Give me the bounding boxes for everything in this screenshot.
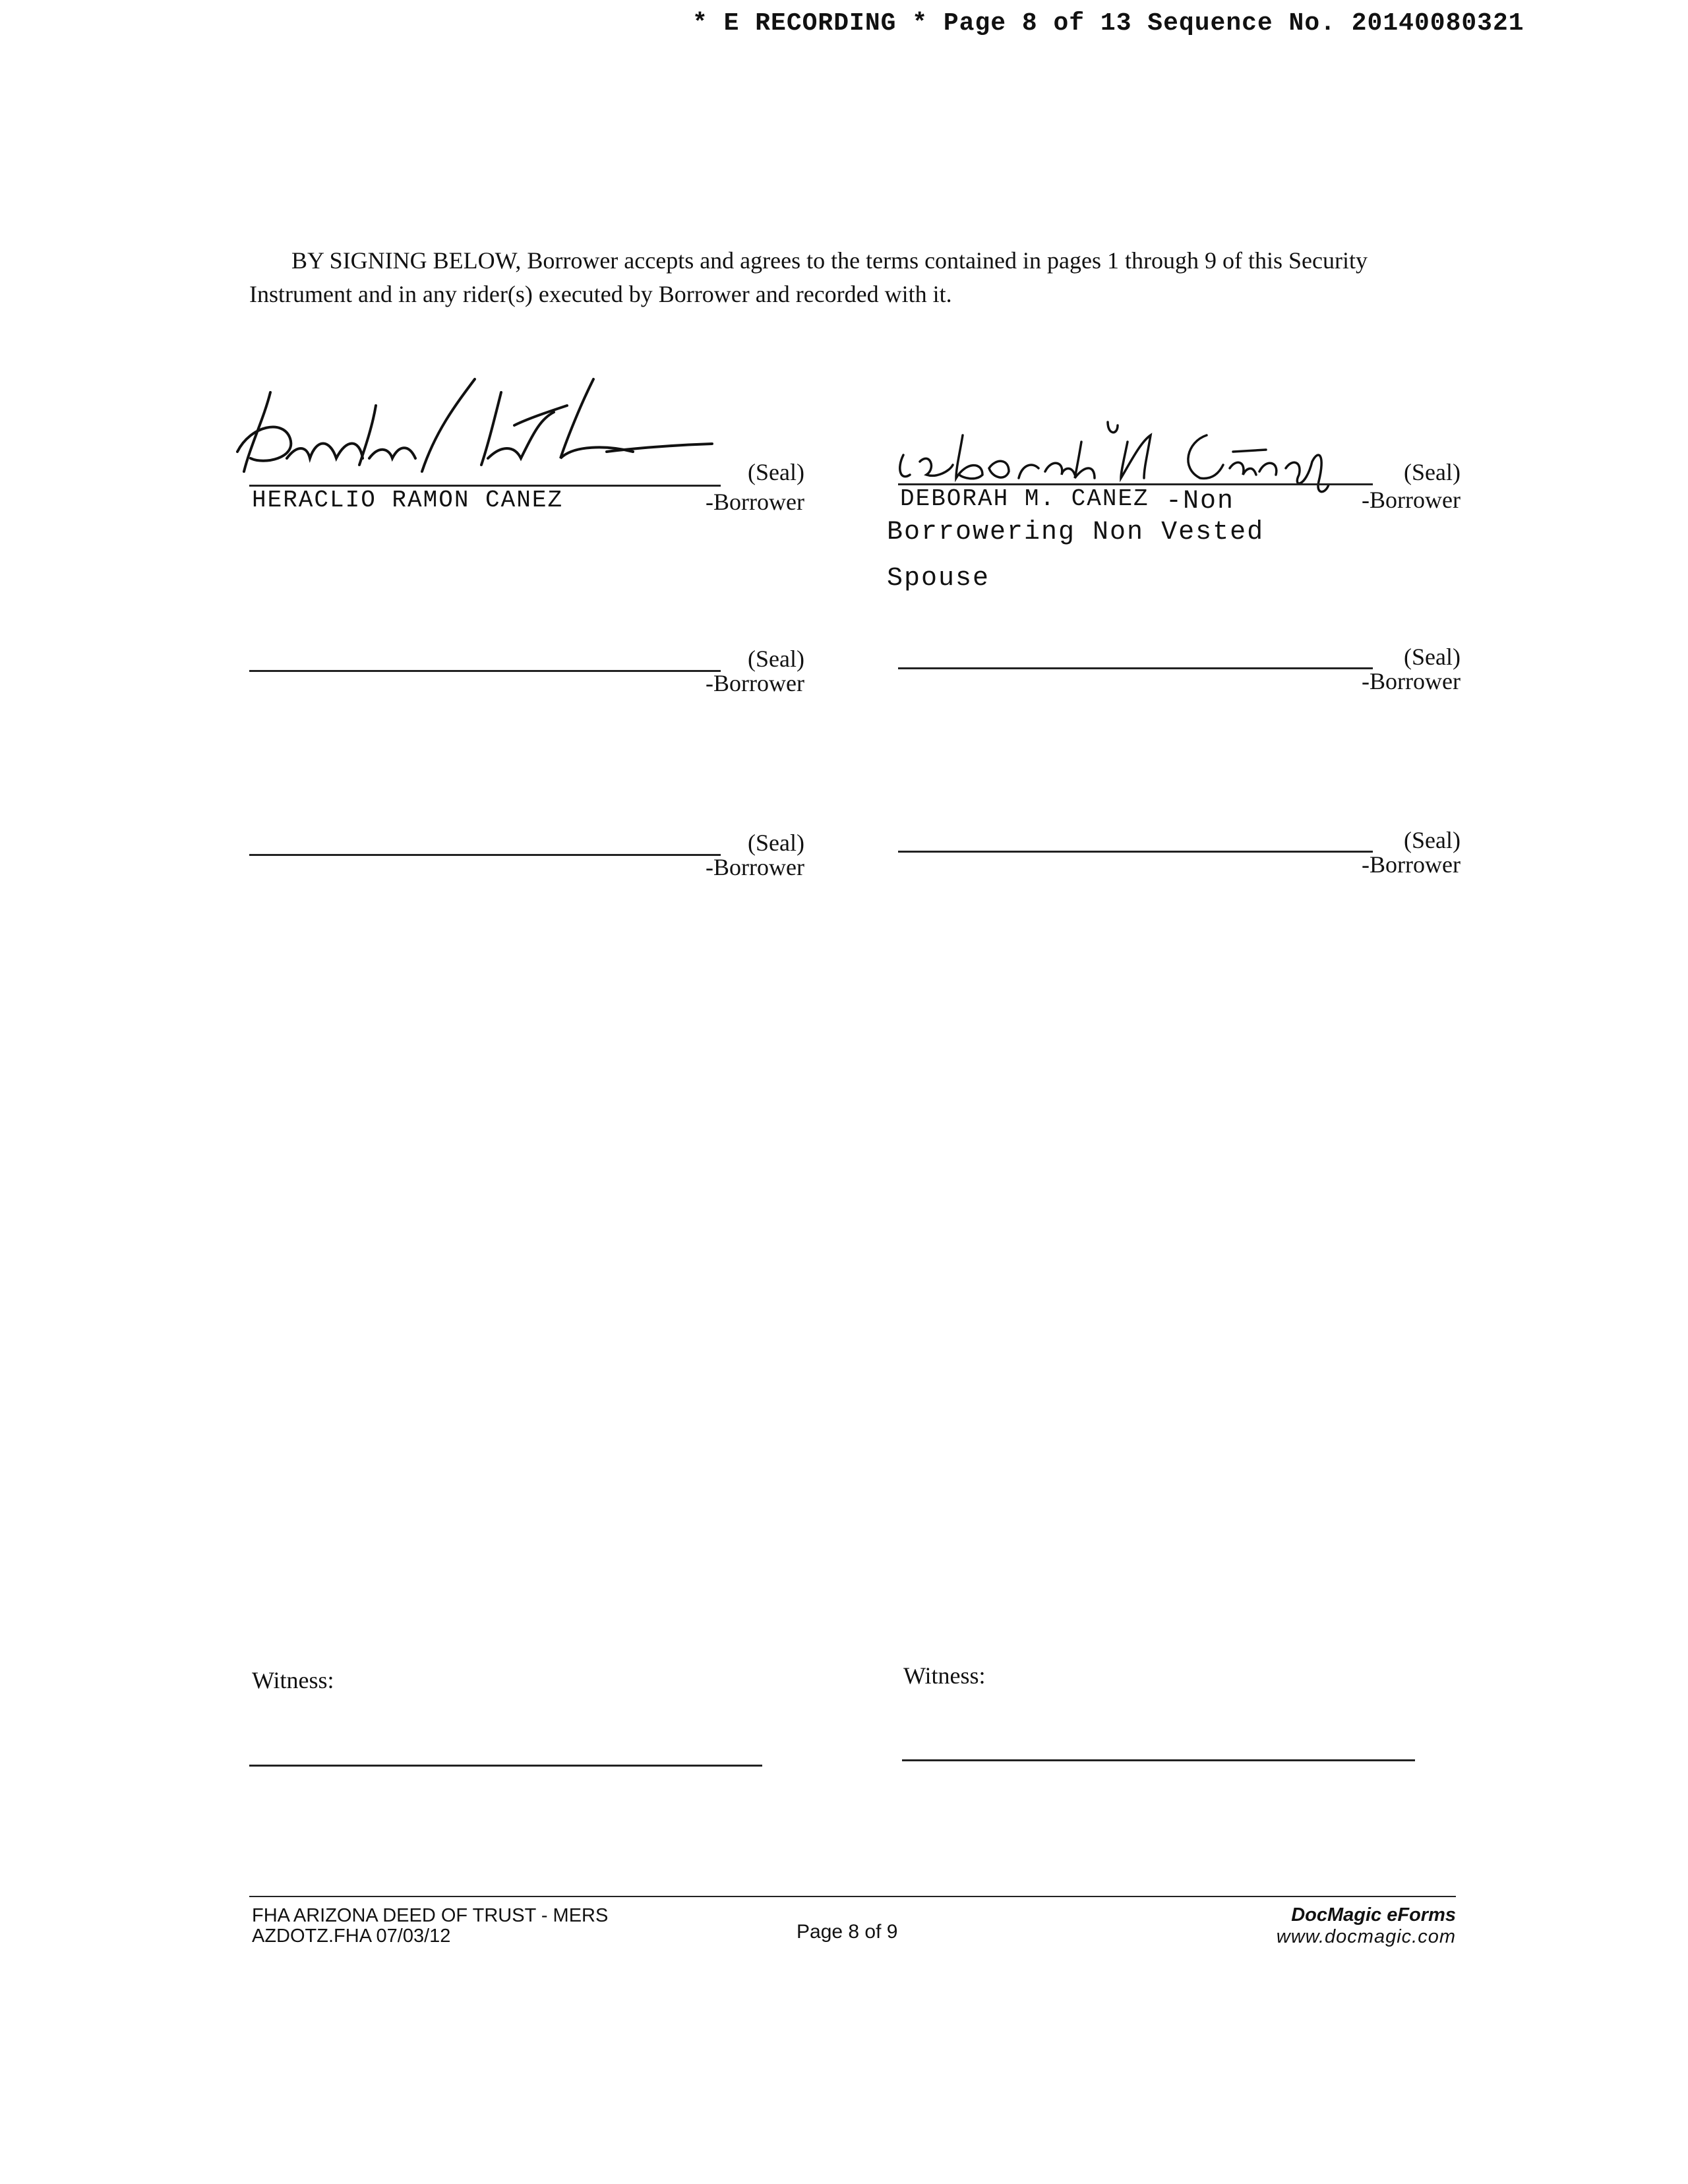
- signature-line-2b: [898, 667, 1373, 669]
- seal-label-2a: (Seal): [748, 646, 804, 672]
- seal-label-1a: (Seal): [748, 459, 804, 485]
- seal-label-1b: (Seal): [1404, 459, 1461, 485]
- witness-line-right: [902, 1759, 1415, 1761]
- signer-name-deborah: DEBORAH M. CANEZ: [900, 485, 1149, 512]
- signer-status-non: -Non: [1166, 487, 1235, 516]
- seal-label-3a: (Seal): [748, 830, 804, 856]
- seal-label-2b: (Seal): [1404, 644, 1461, 670]
- witness-line-left: [249, 1765, 762, 1767]
- signing-statement: BY SIGNING BELOW, Borrower accepts and agrees to the terms contained in pages 1 through 9 of this Security Instrument and in any rider(s) executed by Borrower and recorded with it.: [249, 247, 1368, 307]
- role-label-3b: -Borrower: [1362, 851, 1461, 878]
- signature-line-2a: [249, 670, 721, 672]
- page-number: Page 8 of 9: [797, 1921, 898, 1943]
- footer-rule: [249, 1896, 1456, 1897]
- role-label-1a: -Borrower: [706, 489, 804, 515]
- role-label-3a: -Borrower: [706, 854, 804, 880]
- borrower-name-heraclio: HERACLIO RAMON CANEZ: [252, 487, 564, 514]
- recording-stamp: * E RECORDING * Page 8 of 13 Sequence No. 20140080321: [692, 9, 1524, 38]
- form-title: FHA ARIZONA DEED OF TRUST - MERS: [252, 1905, 609, 1926]
- witness-label-right: Witness:: [903, 1662, 986, 1689]
- role-label-2a: -Borrower: [706, 670, 804, 696]
- brand-url: www.docmagic.com: [1276, 1926, 1456, 1947]
- role-label-2b: -Borrower: [1362, 668, 1461, 694]
- signature-deborah: [890, 396, 1365, 488]
- signature-line-3b: [898, 851, 1373, 853]
- brand-logo: DocMagic eForms: [1291, 1904, 1456, 1926]
- role-label-1b: -Borrower: [1362, 487, 1461, 513]
- footer-form-info: [252, 1906, 608, 1947]
- signer-status-line-3: Spouse: [887, 564, 990, 593]
- witness-label-left: Witness:: [252, 1667, 334, 1693]
- seal-label-3b: (Seal): [1404, 827, 1461, 853]
- footer-brand-block: [1187, 1904, 1456, 1948]
- signer-status-line-2: Borrowering Non Vested: [887, 518, 1265, 547]
- signature-line-3a: [249, 854, 721, 856]
- borrower-signature-heraclio: [224, 366, 725, 485]
- form-code: AZDOTZ.FHA 07/03/12: [252, 1926, 451, 1947]
